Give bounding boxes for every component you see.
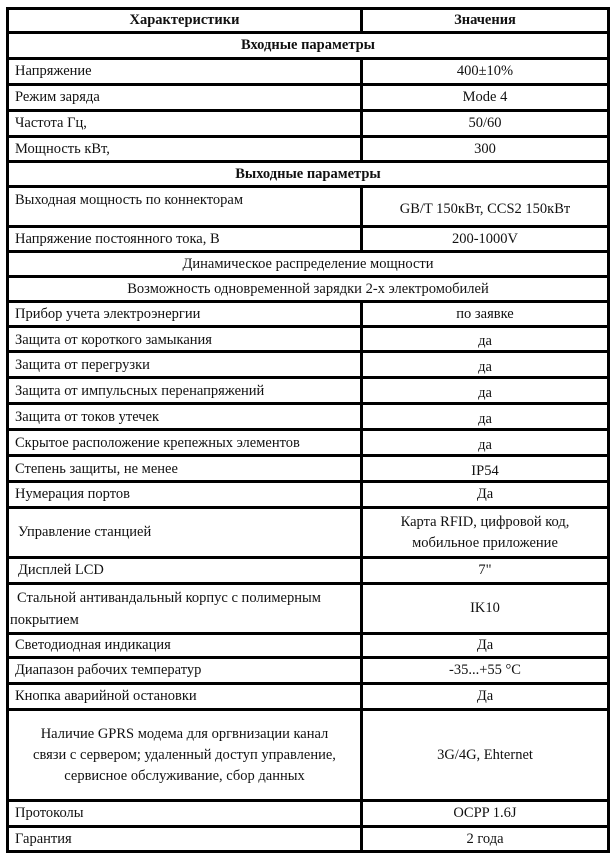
merged-row-simultaneous-charging xyxy=(8,277,609,302)
row-value: Да xyxy=(362,482,609,508)
row-name: Кнопка аварийной остановки xyxy=(8,684,362,710)
header-value: Значения xyxy=(362,9,609,33)
row-value: IK10 xyxy=(362,584,609,634)
section-title-input: Входные параметры xyxy=(8,33,609,59)
section-row-input xyxy=(8,33,609,59)
row-name-line: связи с сервером; удаленный доступ управление, xyxy=(33,746,336,763)
row-name: Степень защиты, не менее xyxy=(8,456,362,482)
row-name-line: покрытием xyxy=(10,611,79,628)
table-row xyxy=(8,227,609,252)
row-name-line: Стальной антивандальный корпус с полимерным xyxy=(17,589,321,606)
table-row xyxy=(8,827,609,852)
table-row xyxy=(8,634,609,658)
merged-row-text: Динамическое распределение мощности xyxy=(8,252,609,277)
table-row xyxy=(8,302,609,327)
table-row xyxy=(8,111,609,137)
table-row xyxy=(8,584,609,634)
table-row xyxy=(8,430,609,456)
row-value: Mode 4 xyxy=(362,85,609,111)
table-row xyxy=(8,352,609,378)
table-row xyxy=(8,327,609,352)
row-value: 50/60 xyxy=(362,111,609,137)
row-name: Частота Гц, xyxy=(8,111,362,137)
row-name xyxy=(8,584,362,634)
row-name: Гарантия xyxy=(8,827,362,852)
row-value: 400±10% xyxy=(362,59,609,85)
merged-row-text: Возможность одновременной зарядки 2-х электромобилей xyxy=(8,277,609,302)
row-value: 2 года xyxy=(362,827,609,852)
table-row xyxy=(8,187,609,227)
merged-row-dynamic-power xyxy=(8,252,609,277)
row-name: Защита от короткого замыкания xyxy=(8,327,362,352)
row-name: Нумерация портов xyxy=(8,482,362,508)
row-name: Выходная мощность по коннекторам xyxy=(8,187,362,227)
row-value: IP54 xyxy=(362,456,609,482)
row-name: Скрытое расположение крепежных элементов xyxy=(8,430,362,456)
table-row xyxy=(8,85,609,111)
row-name: Защита от перегрузки xyxy=(8,352,362,378)
row-value: -35...+55 °C xyxy=(362,658,609,684)
row-name: Светодиодная индикация xyxy=(8,634,362,658)
table-row xyxy=(8,482,609,508)
row-name: Управление станцией xyxy=(8,508,362,558)
table-header-row xyxy=(8,9,609,33)
row-name: Защита от импульсных перенапряжений xyxy=(8,378,362,404)
row-value: Да xyxy=(362,634,609,658)
table-row xyxy=(8,137,609,162)
row-name-line: сервисное обслуживание, сбор данных xyxy=(64,767,305,784)
row-name xyxy=(8,710,362,801)
table-row xyxy=(8,508,609,558)
row-name: Мощность кВт, xyxy=(8,137,362,162)
table-row xyxy=(8,684,609,710)
row-value: да xyxy=(362,430,609,456)
row-value: 3G/4G, Ehternet xyxy=(362,710,609,801)
row-value-line: Карта RFID, цифровой код, xyxy=(400,513,570,530)
row-name: Напряжение xyxy=(8,59,362,85)
row-value: Да xyxy=(362,684,609,710)
specifications-table xyxy=(6,7,610,853)
header-characteristic: Характеристики xyxy=(8,9,362,33)
table-row xyxy=(8,378,609,404)
table-row xyxy=(8,801,609,827)
row-value: 7" xyxy=(362,558,609,584)
table-row xyxy=(8,558,609,584)
row-value: 300 xyxy=(362,137,609,162)
row-name: Дисплей LCD xyxy=(8,558,362,584)
row-name: Прибор учета электроэнергии xyxy=(8,302,362,327)
row-value: да xyxy=(362,378,609,404)
row-name: Диапазон рабочих температур xyxy=(8,658,362,684)
row-name: Режим заряда xyxy=(8,85,362,111)
table-row xyxy=(8,710,609,801)
table-row xyxy=(8,456,609,482)
row-value: да xyxy=(362,404,609,430)
row-name: Защита от токов утечек xyxy=(8,404,362,430)
row-name: Протоколы xyxy=(8,801,362,827)
row-value: по заявке xyxy=(362,302,609,327)
row-value: GB/T 150кВт, CCS2 150кВт xyxy=(362,187,609,227)
table-row xyxy=(8,658,609,684)
row-value: OCPP 1.6J xyxy=(362,801,609,827)
row-value-line: мобильное приложение xyxy=(412,534,558,551)
section-title-output: Выходные параметры xyxy=(8,162,609,187)
row-value: да xyxy=(362,352,609,378)
table-row xyxy=(8,404,609,430)
table-row xyxy=(8,59,609,85)
row-name: Напряжение постоянного тока, В xyxy=(8,227,362,252)
row-value xyxy=(362,508,609,558)
row-value: да xyxy=(362,327,609,352)
row-name-line: Наличие GPRS модема для оргвнизации канал xyxy=(40,725,329,742)
row-value: 200-1000V xyxy=(362,227,609,252)
section-row-output xyxy=(8,162,609,187)
